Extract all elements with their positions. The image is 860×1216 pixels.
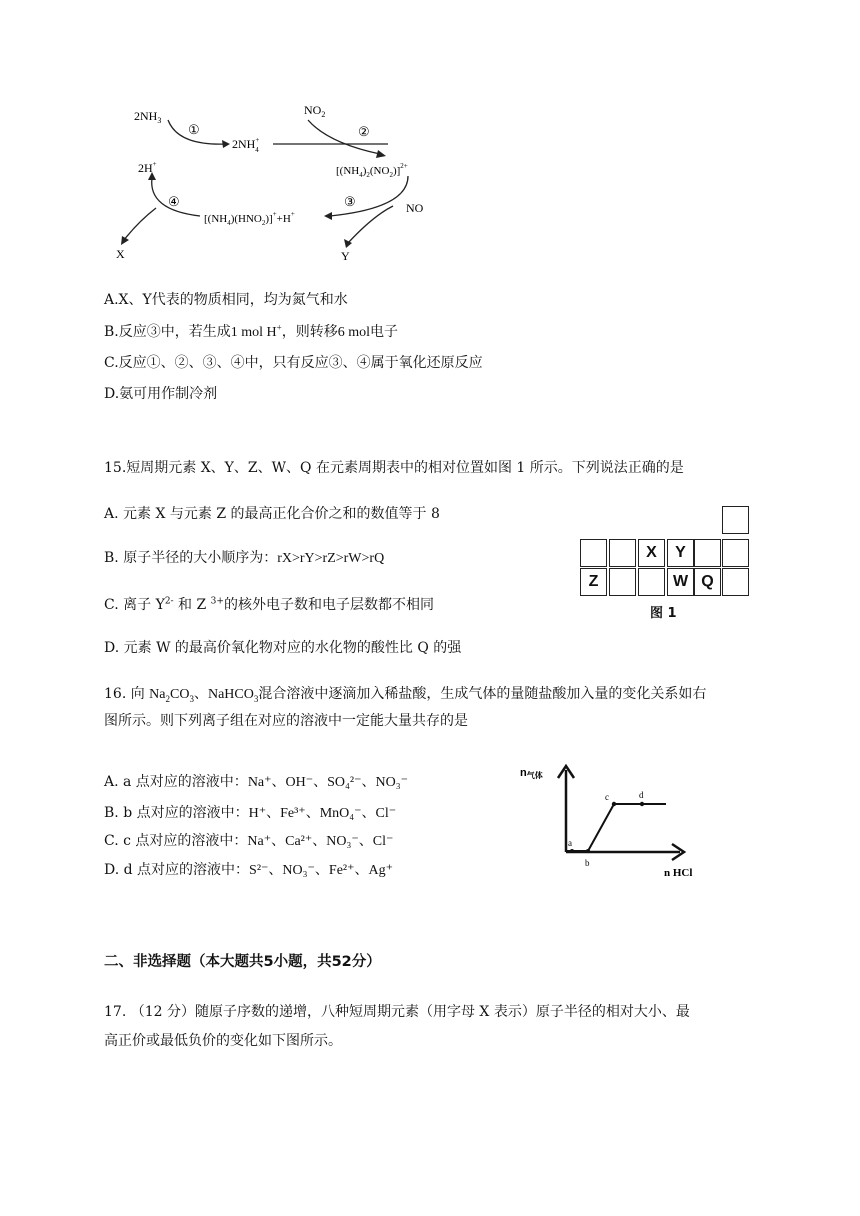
q16-option-c: C. c 点对应的溶液中：Na⁺、Ca²⁺、NO₃⁻、Cl⁻	[104, 833, 394, 849]
q16-stem-line-1: 16. 向 $Na_2CO_3$、NaHCO$_3$混合溶液中逐滴加入稀盐酸，生成气体的量随盐酸加入量的变化关系如右	[104, 686, 707, 704]
q15-b-formula: rX>rY>rZ>rW>rQ	[277, 551, 385, 566]
label-2h: 2H+	[138, 160, 157, 175]
table-cell	[638, 568, 665, 596]
label-step-4: ④	[168, 194, 180, 209]
label-step-3: ③	[344, 194, 356, 209]
label-2nh3: $2NH_3$	[134, 109, 162, 125]
point-c	[612, 802, 616, 806]
q15-option-b: B. 原子半径的大小顺序为：rX>rY>rZ>rW>rQ	[104, 550, 385, 566]
periodic-table-figure	[580, 506, 780, 621]
arrow-x	[124, 208, 156, 240]
table-cell-top	[722, 506, 749, 534]
table-cell-x: X	[638, 539, 665, 567]
gas-hcl-graph	[516, 752, 716, 882]
q16-option-a: A. a 点对应的溶液中：Na⁺、OH⁻、SO₄²⁻、NO₃⁻	[104, 774, 408, 790]
q16-option-b: B. b 点对应的溶液中：H⁺、Fe³⁺、MnO₄⁻、Cl⁻	[104, 805, 397, 821]
label-x: X	[116, 247, 125, 261]
point-b	[586, 849, 590, 853]
arrow-3-head	[324, 212, 332, 220]
q17-line-1: 17. （12 分）随原子序数的递增，八种短周期元素（用字母 X 表示）原子半径的相对大小、最	[104, 1004, 690, 1020]
arrow-2-head	[376, 150, 386, 158]
table-cell-q: Q	[694, 568, 721, 596]
arrow-no	[348, 206, 393, 243]
label-no: NO	[406, 201, 424, 215]
table-cell-z: Z	[580, 568, 607, 596]
label-complex-2: $[(NH_4)(HNO_2)]^++H^+$	[204, 210, 295, 227]
table-cell	[609, 568, 636, 596]
label-c: c	[605, 792, 609, 802]
y-axis-label: n气体	[520, 767, 543, 780]
table-cell	[722, 539, 749, 567]
label-d: d	[639, 790, 644, 800]
gas-curve	[566, 804, 666, 851]
table-cell	[580, 539, 607, 567]
table-cell	[609, 539, 636, 567]
arrow-3	[330, 176, 408, 216]
arrow-1-head	[222, 140, 230, 148]
table-cell	[722, 568, 749, 596]
q14-option-d: D.氨可用作制冷剂	[104, 386, 218, 402]
q15-stem: 15.短周期元素 X、Y、Z、W、Q 在元素周期表中的相对位置如图 1 所示。下列说法正确的是	[104, 460, 684, 476]
table-cell-w: W	[667, 568, 694, 596]
arrow-x-head	[121, 236, 129, 245]
q14-option-b: B.反应③中，若生成1 mol H+，则转移6 mol电子	[104, 322, 398, 340]
table-cell-y: Y	[667, 539, 694, 567]
label-y: Y	[341, 249, 350, 263]
label-step-1: ①	[188, 122, 200, 137]
reaction-cycle-diagram	[108, 98, 448, 263]
section-heading: 二、非选择题（本大题共5小题，共52分）	[104, 954, 381, 970]
point-d	[640, 802, 644, 806]
label-complex-1: $[(NH_4)_2(NO_2)]^{2+}$	[336, 162, 408, 179]
figure-caption: 图 1	[650, 606, 677, 621]
q16-option-d: D. d 点对应的溶液中：S²⁻、NO₃⁻、Fe²⁺、Ag⁺	[104, 862, 393, 878]
label-no2: $NO_2$	[304, 103, 326, 119]
q14-option-a: A.X、Y代表的物质相同，均为氮气和水	[104, 292, 348, 308]
point-a	[570, 849, 574, 853]
q15-option-a: A. 元素 X 与元素 Z 的最高正化合价之和的数值等于 8	[104, 506, 440, 522]
label-b: b	[585, 858, 590, 868]
table-cell	[694, 539, 721, 567]
label-2nh4: 2NH+ 4	[232, 136, 260, 154]
q17-line-2: 高正价或最低负价的变化如下图所示。	[104, 1033, 342, 1049]
q16-stem-line-2: 图所示。则下列离子组在对应的溶液中一定能大量共存的是	[104, 713, 468, 729]
q15-option-c: C. 离子 $Y^{2-}$ 和 Z $^{3+}$的核外电子数和电子层数都不相同	[104, 596, 434, 613]
x-axis-label: n HCl	[664, 867, 693, 879]
q15-option-d: D. 元素 W 的最高价氧化物对应的水化物的酸性比 Q 的强	[104, 640, 462, 656]
label-step-2: ②	[358, 124, 370, 139]
label-a: a	[568, 838, 572, 848]
q14-option-c: C.反应①、②、③、④中，只有反应③、④属于氧化还原反应	[104, 355, 483, 371]
